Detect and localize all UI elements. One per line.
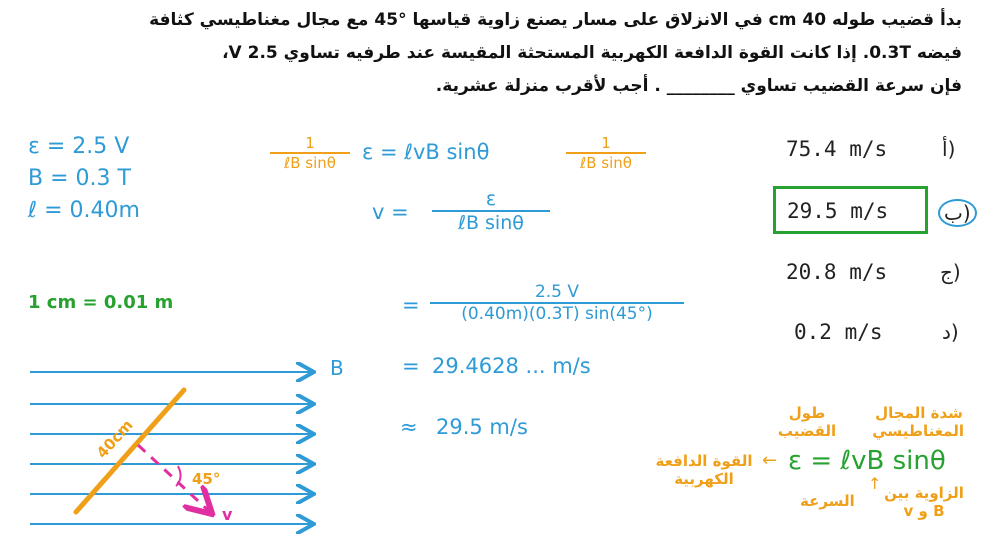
v-denominator: ℓB sinθ (432, 210, 550, 234)
v-label: v = (372, 200, 409, 224)
v-numerator: ε (485, 188, 497, 210)
given-emf: ε = 2.5 V (28, 134, 130, 159)
choice-a-value[interactable]: 75.4 m/s (786, 137, 888, 161)
multiplier-numerator-right: 1 (601, 134, 611, 152)
substitution-denominator: (0.40m)(0.3T) sin(45°) (430, 302, 684, 324)
approx-sign: ≈ (400, 415, 418, 439)
angle-label: 45° (192, 470, 221, 488)
choice-d-value[interactable]: 0.2 m/s (794, 320, 883, 344)
choice-d-letter: د) (942, 320, 959, 344)
choice-c-value[interactable]: 20.8 m/s (786, 260, 888, 284)
choice-b-letter: ب) (938, 199, 977, 227)
velocity-label: v (222, 505, 233, 524)
multiplier-denominator-right: ℓB sinθ (566, 152, 646, 172)
equals-sign-1: = (402, 293, 420, 317)
speed-annotation: السرعة (800, 492, 855, 510)
multiplier-denominator: ℓB sinθ (270, 152, 350, 172)
question-line-1: بدأ قضيب طوله 40 cm في الانزلاق على مسار يصنع زاوية قياسها °45 مع مجال مغناطيسي كثافة (149, 10, 962, 30)
speed-annotation-arrow: ↑ (868, 474, 882, 493)
field-lines (30, 372, 312, 524)
unit-conversion: 1 cm = 0.01 m (28, 292, 174, 313)
field-annotation: شدة المجال المغناطيسي (872, 404, 964, 440)
choice-a-letter: أ) (942, 137, 956, 161)
question-line-2: فيضه 0.3T. إذا كانت القوة الدافعة الكهربية المستحثة المقيسة عند طرفيه تساوي 2.5 V، (222, 43, 962, 63)
length-annotation: طول القضيب (777, 404, 837, 440)
question-line-3: فإن سرعة القضيب تساوي ________ . أجب لأقرب منزلة عشرية. (435, 76, 962, 96)
substitution-numerator: 2.5 V (534, 282, 580, 302)
emf-annotation-arrow: ← (762, 450, 778, 471)
equals-sign-2: = (402, 354, 420, 378)
rod-length-label: 40cm (92, 416, 137, 462)
annotated-formula: ε = ℓvB sinθ (788, 446, 946, 476)
emf-annotation: القوة الدافعة الكهربية (655, 452, 753, 488)
angle-annotation: الزاوية بين B و v (884, 484, 964, 520)
given-length: ℓ = 0.40m (28, 198, 140, 223)
field-label: B (330, 356, 344, 380)
exact-result: 29.4628 ... m/s (432, 354, 591, 378)
choice-c-letter: ج) (940, 260, 961, 284)
multiplier-numerator: 1 (305, 134, 315, 152)
emf-equation: ε = ℓvB sinθ (362, 140, 490, 164)
choice-b-value[interactable]: 29.5 m/s (787, 199, 889, 223)
rounded-result: 29.5 m/s (436, 415, 528, 439)
given-field: B = 0.3 T (28, 166, 131, 191)
